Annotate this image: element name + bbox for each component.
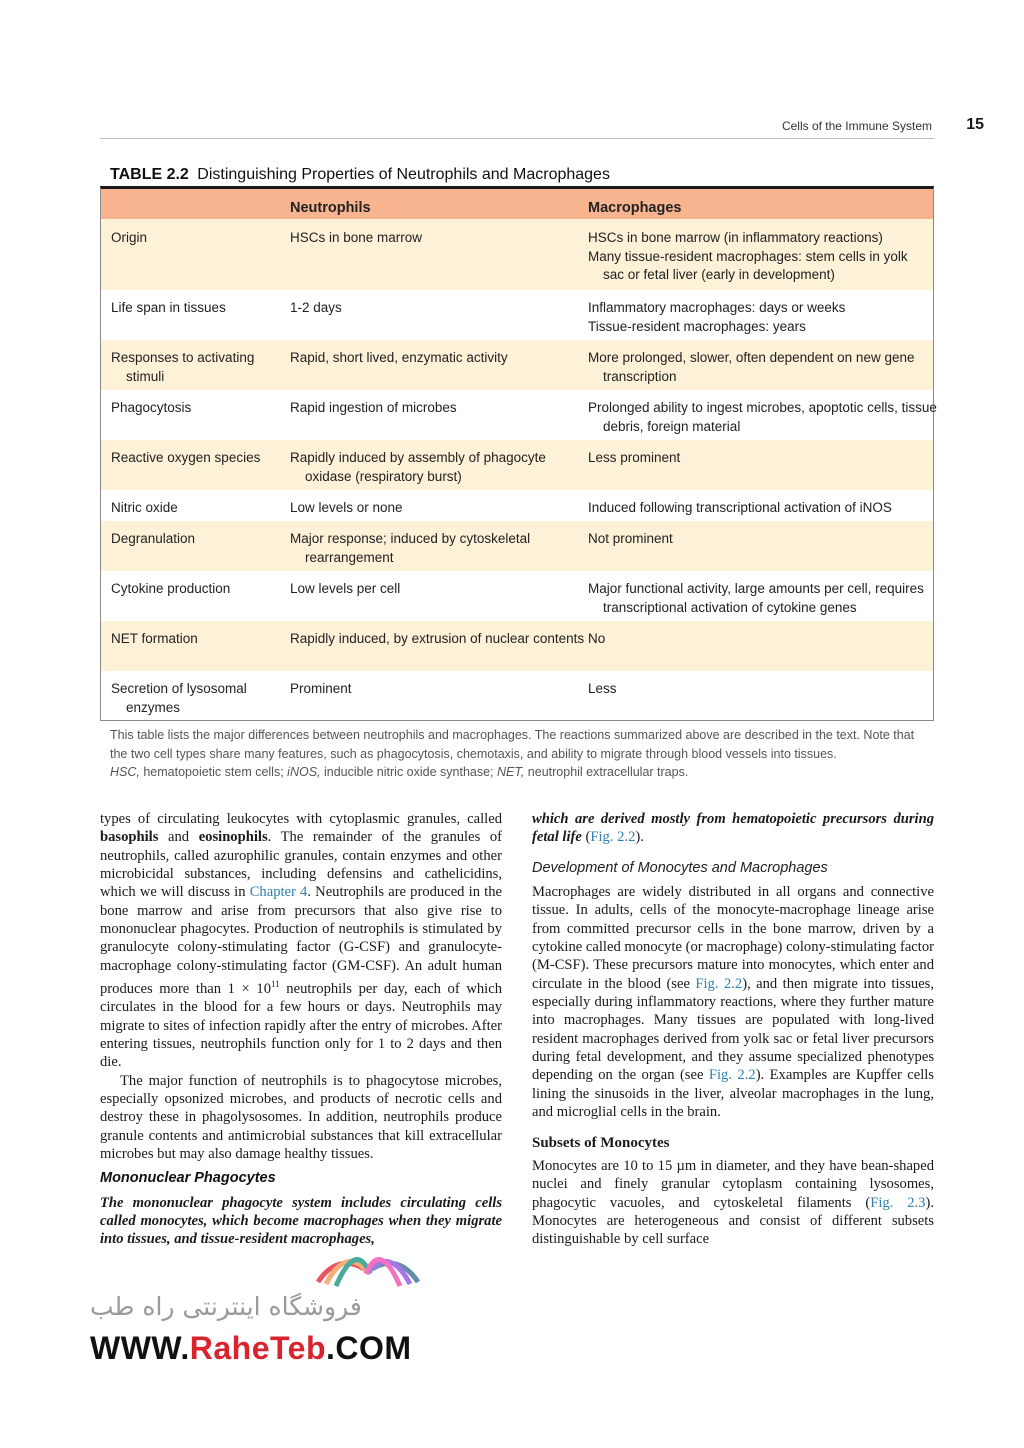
row-neutrophils: HSCs in bone marrow — [290, 230, 423, 245]
row-neutrophils: Rapidly induced, by extrusion of nuclear contents — [290, 631, 585, 646]
section-heading-subsets: Subsets of Monocytes — [532, 1134, 670, 1151]
fig-2-2-link[interactable]: Fig. 2.2 — [708, 1067, 756, 1084]
row-property: Secretion of lysosomal enzymes — [111, 681, 247, 715]
row-macrophages-line: Inflammatory macrophages: days or weeks — [588, 300, 846, 315]
table-abbreviations — [110, 763, 930, 782]
text-run: Monocytes are 10 to 15 µm in diameter, and they have bean-shaped nuclei and finely granular cytoplasm containing lysosomes, phagocytic vacuoles, and cytoskeletal filaments ( — [532, 1157, 934, 1211]
abbrev-net: NET, — [497, 765, 525, 780]
text-run: ( — [581, 829, 591, 846]
table-row — [101, 521, 933, 571]
row-property: Phagocytosis — [111, 400, 192, 415]
table-row — [101, 340, 933, 390]
body-column-right — [532, 810, 934, 1249]
text-run: neutrophils per day, each of which circulates in the blood for a few hours or days. Neutrophils may migrate to sites of infection rapidly after the entry of microbes. After entering tissues, neutrophils function only for 1 to 2 days and then die. — [100, 980, 502, 1071]
paragraph — [532, 883, 934, 1121]
header-rule — [100, 138, 934, 139]
header-neutrophils: Neutrophils — [290, 200, 371, 216]
row-macrophages — [588, 299, 928, 336]
text-run: ). Monocytes are heterogeneous and consist of different subsets distinguishable by cell surface — [532, 1194, 934, 1248]
text-run: . The remainder of the granules of neutrophils, called azurophilic granules, contain enzymes and other microbicidal substances, including defensins and cathelicidins, which we will discuss in — [100, 829, 502, 901]
table-footnote-text: This table lists the major differences between neutrophils and macrophages. The reactions summarized above are described in the text. Note that the two cell types share many features, such as phagocytosis, chemotaxis, and ability to migrate through blood vessels into tissues. — [110, 728, 915, 761]
table-header-row — [101, 189, 933, 219]
abbrev-hsc-def: hematopoietic stem cells; — [139, 765, 288, 780]
watermark-persian-text: فروشگاه اینترنتی راه طب — [90, 1292, 362, 1321]
body-column-left — [100, 810, 502, 1249]
row-neutrophils: Rapidly induced by assembly of phagocyte oxidase (respiratory burst) — [290, 450, 546, 484]
row-property: NET formation — [111, 631, 198, 646]
text-run: ), and then migrate into tissues, especially during inflammatory reactions, where they further mature into macrophages. Many tissues are populated with long-lived resident macrophages derived from yolk sac or fetal liver precursors during fetal development, and they assume specialized phenotypes depending on the organ (see — [532, 975, 934, 1084]
row-neutrophils: 1-2 days — [290, 300, 342, 315]
row-macrophages: No — [588, 631, 606, 646]
row-macrophages: Less prominent — [588, 450, 681, 465]
table-row — [101, 219, 933, 290]
section-heading-mononuclear: Mononuclear Phagocytes — [100, 1170, 276, 1187]
text-run: and — [158, 829, 199, 846]
row-macrophages: Less — [588, 681, 617, 696]
table-row — [101, 390, 937, 440]
table-row — [101, 290, 933, 340]
chapter-4-link[interactable]: Chapter 4 — [249, 884, 308, 901]
row-macrophages-line: Many tissue-resident macrophages: stem cells in yolk sac or fetal liver (early in development) — [588, 248, 908, 283]
row-neutrophils: Prominent — [290, 681, 352, 696]
row-property: Responses to activating stimuli — [111, 350, 255, 384]
paragraph — [100, 810, 502, 1072]
table-row — [101, 571, 933, 621]
row-macrophages — [588, 229, 928, 285]
row-macrophages: Not prominent — [588, 531, 673, 546]
text-run: . Neutrophils are produced in the bone marrow and arise from precursors that also give rise to mononuclear phagocytes. Production of neutrophils is stimulated by granulocyte colony-stimulating factor (G-CSF) and granulocyte-macrophage colony-stimulating factor (GM-CSF). An adult human produces more than 1 × 10 — [100, 884, 502, 997]
paragraph — [532, 810, 934, 847]
row-property: Life span in tissues — [111, 300, 226, 315]
watermark-url — [90, 1330, 412, 1367]
row-property: Origin — [111, 230, 148, 245]
abbrev-inos-def: inducible nitric oxide synthase; — [320, 765, 497, 780]
abbrev-hsc: HSC, — [110, 765, 140, 780]
running-head — [100, 118, 984, 138]
table-row — [101, 440, 933, 490]
row-macrophages: Prolonged ability to ingest microbes, apoptotic cells, tissue debris, foreign material — [588, 400, 937, 434]
row-macrophages-line: HSCs in bone marrow (in inflammatory reactions) — [588, 230, 883, 245]
properties-table — [100, 186, 937, 721]
watermark-url-suffix: .COM — [326, 1330, 412, 1366]
text-run: types of circulating leukocytes with cytoplasmic granules, called — [100, 811, 502, 827]
row-macrophages: Major functional activity, large amounts per cell, requires transcriptional activation of cytokine genes — [588, 581, 924, 615]
table-caption — [110, 166, 610, 184]
watermark-url-prefix: WWW. — [90, 1330, 190, 1366]
abbrev-inos: iNOS, — [287, 765, 321, 780]
text-run-emphasis: which are derived mostly from hematopoietic precursors during fetal life — [532, 811, 934, 846]
table-row — [101, 671, 933, 721]
table-footnote — [110, 726, 930, 782]
table-title: Distinguishing Properties of Neutrophils and Macrophages — [197, 166, 610, 183]
text-run: ). Examples are Kupffer cells lining the sinusoids in the liver, alveolar macrophages in the lung, and microglial cells in the brain. — [532, 1067, 934, 1121]
term-basophils: basophils — [100, 829, 159, 846]
row-neutrophils: Low levels or none — [290, 500, 403, 515]
term-eosinophils: eosinophils — [198, 829, 268, 846]
row-neutrophils: Rapid ingestion of microbes — [290, 400, 457, 415]
table-row — [101, 621, 933, 671]
fig-2-3-link[interactable]: Fig. 2.3 — [870, 1194, 926, 1211]
row-property: Nitric oxide — [111, 500, 178, 515]
row-macrophages: More prolonged, slower, often dependent on new gene transcription — [588, 350, 915, 384]
row-property: Reactive oxygen species — [111, 450, 261, 465]
row-macrophages: Induced following transcriptional activation of iNOS — [588, 500, 892, 515]
watermark-logo-icon — [308, 1232, 428, 1292]
paragraph: The major function of neutrophils is to phagocytose microbes, especially opsonized microbes, and products of necrotic cells and destroy these in phagolysosomes. In addition, neutrophils produce granule contents and antimicrobial substances that kill extracellular microbes but may also damage healthy tissues. — [100, 1072, 502, 1163]
table-label: TABLE 2.2 — [110, 166, 189, 183]
watermark-url-brand: RaheTeb — [189, 1330, 326, 1366]
row-neutrophils: Major response; induced by cytoskeletal rearrangement — [290, 531, 531, 565]
running-head-title: Cells of the Immune System — [781, 119, 932, 133]
row-macrophages-line: Tissue-resident macrophages: years — [588, 318, 806, 334]
row-property: Degranulation — [111, 531, 196, 546]
text-run: Macrophages are widely distributed in all organs and connective tissue. In adults, cells of the monocyte-macrophage lineage arise from committed precursor cells in the bone marrow, driven by a cytokine called monocyte (or macrophage) colony-stimulating factor (M-CSF). These precursors mature into monocytes, which enter and circulate in the blood (see — [532, 884, 934, 992]
superscript: 11 — [271, 979, 280, 990]
row-property: Cytokine production — [111, 581, 231, 596]
header-macrophages: Macrophages — [588, 200, 682, 216]
table-row — [101, 490, 933, 521]
row-neutrophils: Rapid, short lived, enzymatic activity — [290, 350, 508, 365]
paragraph — [532, 1157, 934, 1249]
abbrev-net-def: neutrophil extracellular traps. — [524, 765, 689, 780]
fig-2-2-link[interactable]: Fig. 2.2 — [590, 829, 636, 846]
paragraph-emphasis: The mononuclear phagocyte system includes circulating cells called monocytes, which become macrophages when they migrate into tissues, and tissue-resident macrophages, — [100, 1194, 502, 1248]
page-number: 15 — [966, 116, 984, 133]
text-run: ). — [635, 829, 644, 846]
row-neutrophils: Low levels per cell — [290, 581, 401, 596]
fig-2-2-link[interactable]: Fig. 2.2 — [695, 975, 743, 992]
section-heading-development: Development of Monocytes and Macrophages — [532, 859, 828, 876]
